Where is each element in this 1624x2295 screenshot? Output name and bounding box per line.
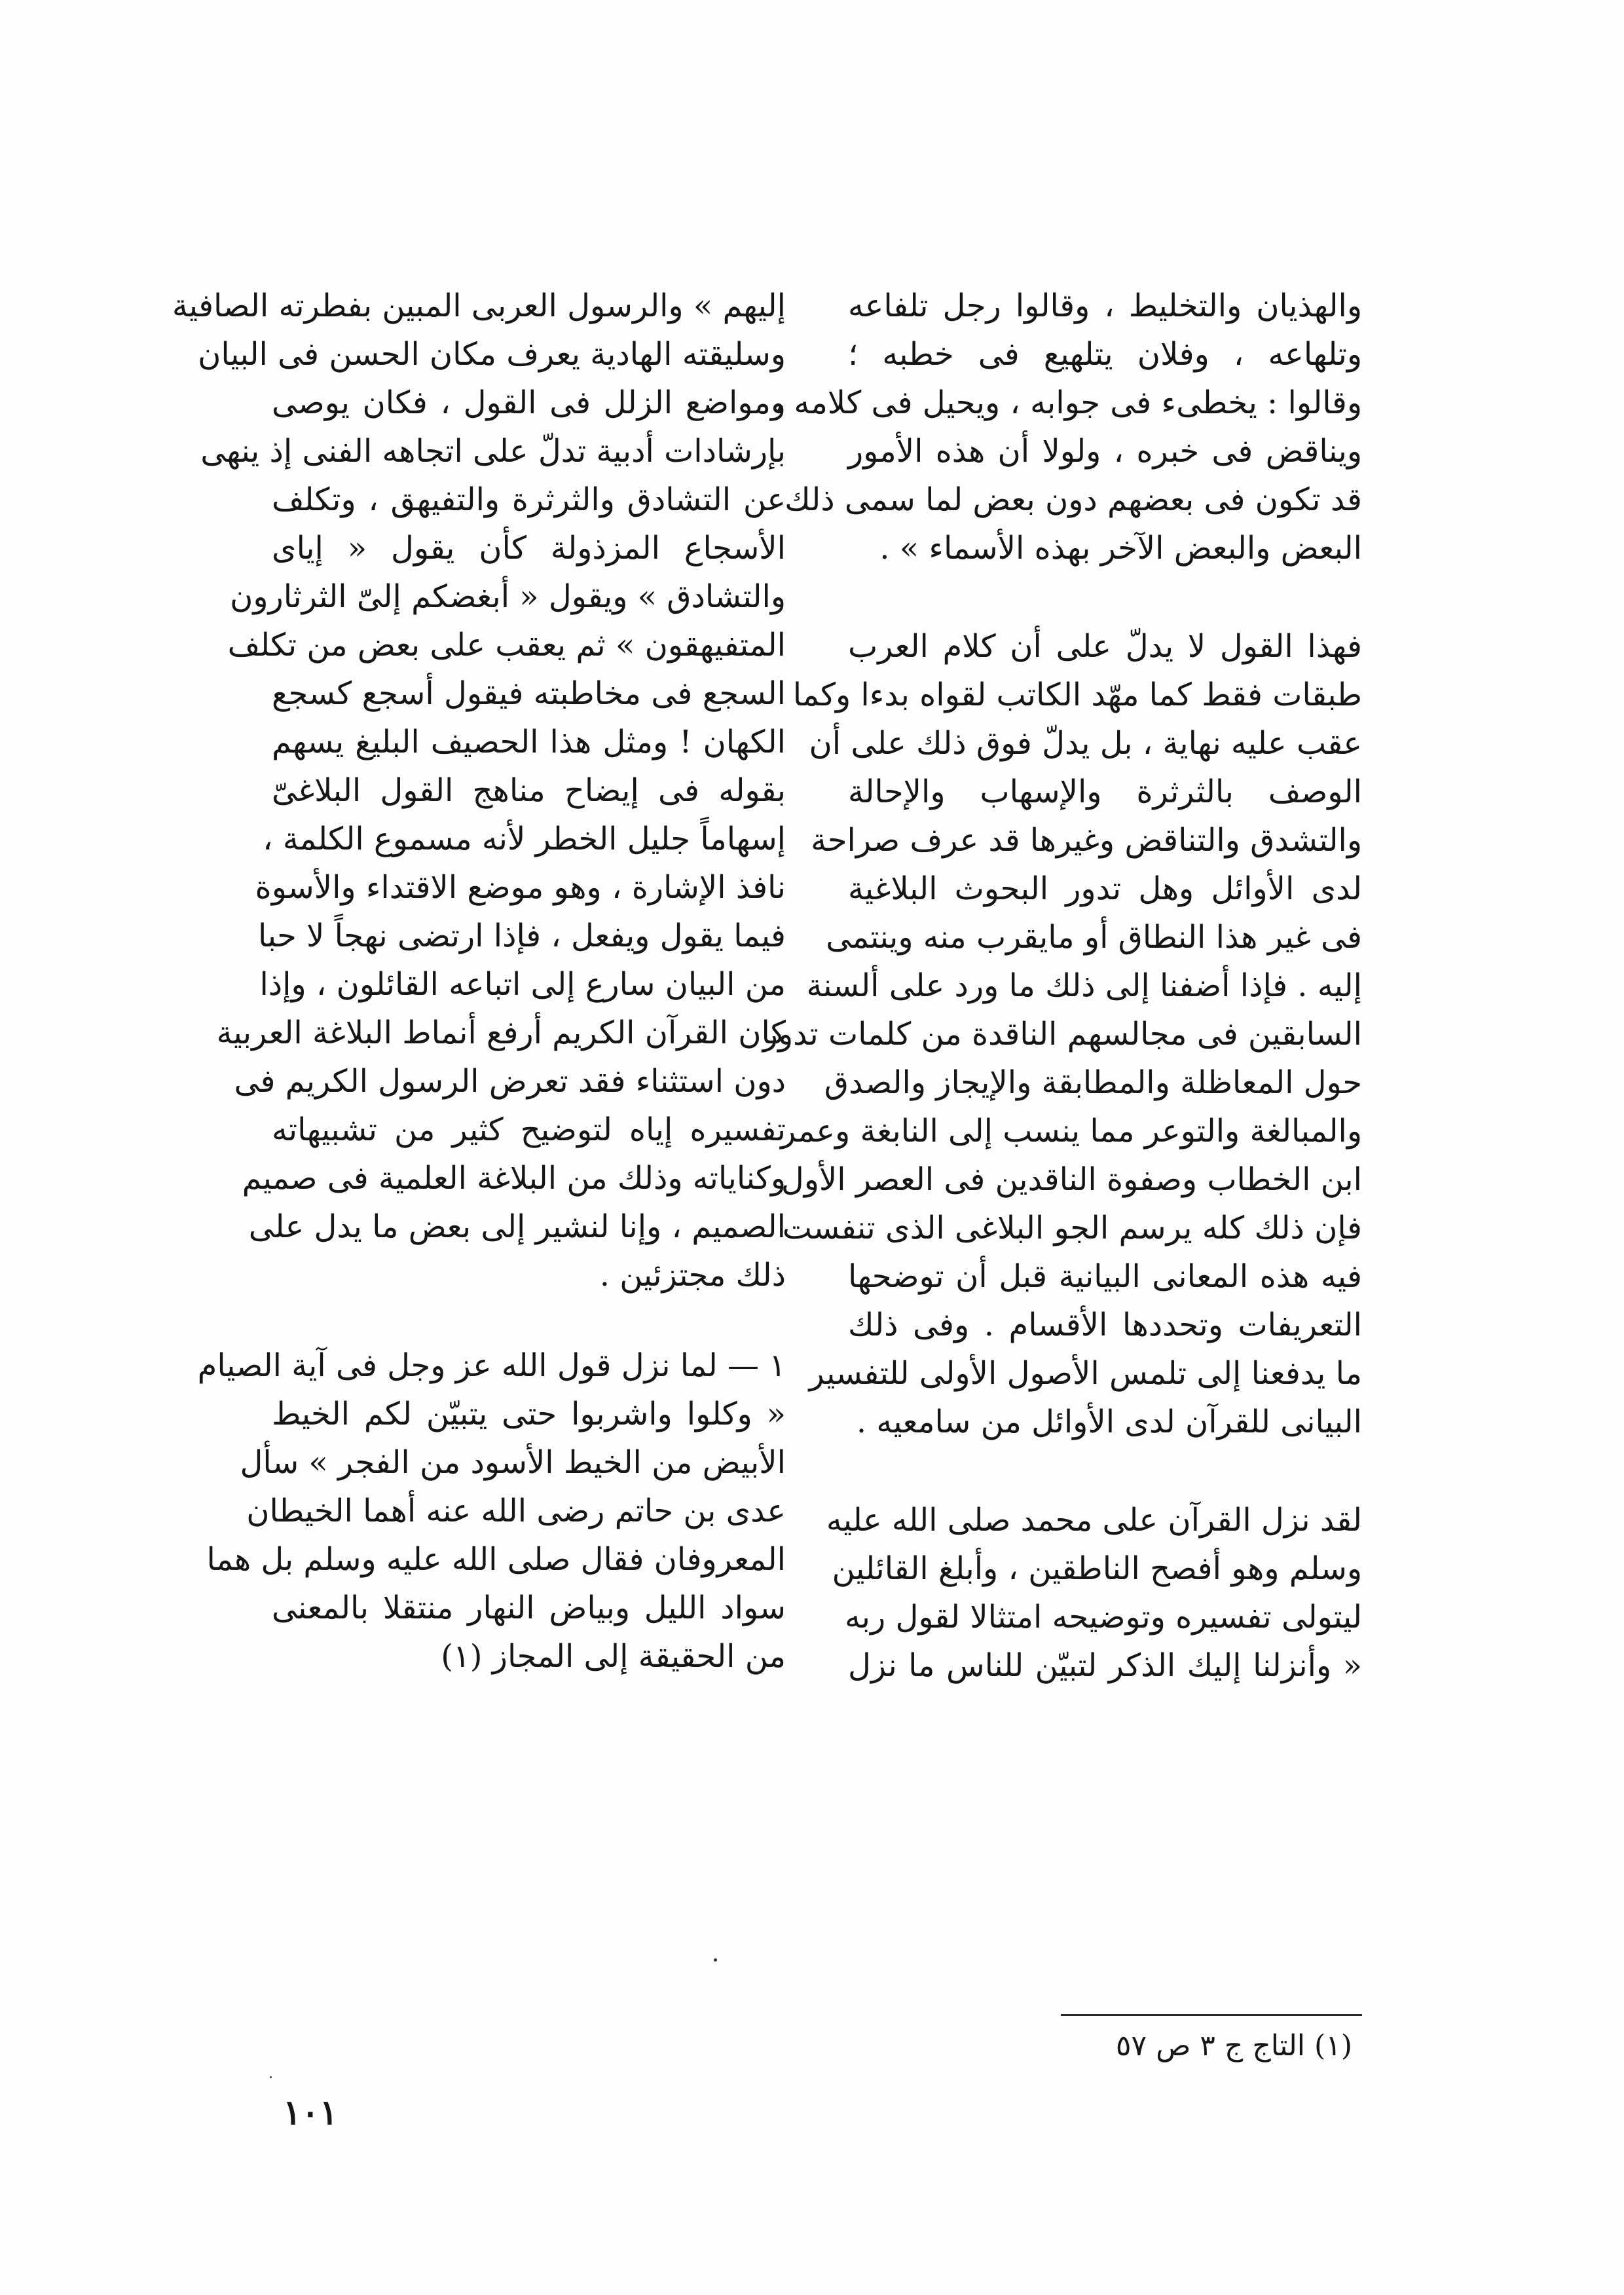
- text-line: « وكلوا واشربوا حتى يتبيّن لكم الخيط: [272, 1396, 786, 1432]
- text-line: السجع فى مخاطبته فيقول أسجع كسجع: [272, 675, 786, 712]
- text-line: ابن الخطاب وصفوة الناقدين فى العصر الأول: [781, 1161, 1362, 1198]
- text-line: عدى بن حاتم رضى الله عنه أهما الخيطان: [246, 1493, 786, 1529]
- page-number: ١٠١: [283, 2093, 338, 2133]
- text-line: « وأنزلنا إليك الذكر لتبيّن للناس ما نزل: [848, 1647, 1362, 1684]
- text-line: إسهاماً جليل الخطر لأنه مسموع الكلمة ،: [263, 821, 786, 857]
- right-paragraph-3: [826, 1496, 1362, 1690]
- right-paragraph-2: [762, 622, 1362, 1446]
- text-line: ما يدفعنا إلى تلمس الأصول الأولى للتفسير: [809, 1355, 1362, 1392]
- text-line: المتفيهقون » ثم يعقب على بعض من تكلف: [227, 627, 786, 663]
- text-line: ذلك مجتزئين .: [599, 1257, 786, 1294]
- scan-speck: [270, 2076, 272, 2078]
- text-line: طبقات فقط كما مهّد الكاتب لقواه بدءا وكما: [792, 677, 1362, 713]
- text-line: لقد نزل القرآن على محمد صلى الله عليه: [826, 1502, 1362, 1539]
- scan-speck: [714, 1958, 717, 1962]
- text-line: تفسيره إياه لتوضيح كثير من تشبيهاته: [272, 1111, 786, 1148]
- text-line: إليه . فإذا أضفنا إلى ذلك ما ورد على ألسنة: [806, 967, 1362, 1004]
- text-line: ١ — لما نزل قول الله عز وجل فى آية الصيام: [197, 1347, 786, 1384]
- left-paragraph-2: [197, 1341, 786, 1681]
- paragraph-gap: [272, 1299, 786, 1341]
- text-line: الأسجاع المزذولة كأن يقول « إياى: [272, 530, 786, 567]
- text-line: الوصف بالثرثرة والإسهاب والإحالة: [848, 774, 1362, 810]
- text-line: والمبالغة والتوعر مما ينسب إلى النابغة وعمر: [781, 1113, 1362, 1149]
- footnote: (١) التاج ج ٣ ص ٥٧: [1115, 2029, 1352, 2062]
- text-line: الأبيض من الخيط الأسود من الفجر » سأل: [240, 1444, 786, 1481]
- text-line: ويناقض فى خبره ، ولولا أن هذه الأمور: [848, 433, 1362, 470]
- text-line: وسلم وهو أفصح الناطقين ، وأبلغ القائلين: [832, 1550, 1362, 1587]
- right-paragraph-1: [773, 282, 1362, 572]
- text-line: السابقين فى مجالسهم الناقدة من كلمات تدور: [762, 1016, 1362, 1053]
- text-line: فإن ذلك كله يرسم الجو البلاغى الذى تنفست: [782, 1210, 1362, 1246]
- text-line: سواد الليل وبياض النهار منتقلا بالمعنى: [272, 1590, 786, 1626]
- text-line: ومواضع الزلل فى القول ، فكان يوصى: [272, 384, 786, 421]
- text-line: من البيان سارع إلى اتباعه القائلون ، وإذا: [259, 966, 786, 1003]
- left-column: [172, 282, 786, 1681]
- left-paragraph-1: [172, 282, 786, 1299]
- text-line: وتلهاعه ، وفلان يتلهيع فى خطبه ؛: [848, 336, 1362, 373]
- text-line: والهذيان والتخليط ، وقالوا رجل تلفاعه: [848, 288, 1362, 324]
- text-line: عن التشادق والثرثرة والتفيهق ، وتكلف: [272, 481, 786, 518]
- text-line: وقالوا : يخطىء فى جوابه ، ويحيل فى كلامه ،: [773, 384, 1362, 421]
- text-line: التعريفات وتحددها الأقسام . وفى ذلك: [848, 1307, 1362, 1343]
- text-line: الصميم ، وإنا لنشير إلى بعض ما يدل على: [248, 1208, 786, 1245]
- text-line: الكهان ! ومثل هذا الحصيف البليغ يسهم: [272, 724, 786, 760]
- text-line: ليتولى تفسيره وتوضيحه امتثالا لقول ربه: [844, 1599, 1362, 1635]
- paragraph-gap: [848, 1446, 1362, 1496]
- text-line: كان القرآن الكريم أرفع أنماط البلاغة العربية: [216, 1015, 786, 1051]
- right-column: [762, 282, 1362, 1690]
- text-line: فهذا القول لا يدلّ على أن كلام العرب: [848, 628, 1362, 665]
- text-line: بإرشادات أدبية تدلّ على اتجاهه الفنى إذ ينهى: [200, 433, 786, 470]
- text-line: حول المعاظلة والمطابقة والإيجاز والصدق: [824, 1064, 1362, 1101]
- text-line: فيما يقول ويفعل ، فإذا ارتضى نهجاً لا حبا: [257, 918, 786, 954]
- paragraph-gap: [848, 572, 1362, 622]
- text-line: وسليقته الهادية يعرف مكان الحسن فى البيان: [198, 336, 786, 373]
- text-line: فيه هذه المعانى البيانية قبل أن توضحها: [848, 1258, 1362, 1295]
- text-line: فى غير هذا النطاق أو مايقرب منه وينتمى: [826, 919, 1362, 956]
- text-line: نافذ الإشارة ، وهو موضع الاقتداء والأسوة: [255, 869, 786, 906]
- text-line: إليهم » والرسول العربى المبين بفطرته الصافية: [172, 288, 786, 324]
- text-line: لدى الأوائل وهل تدور البحوث البلاغية: [848, 870, 1362, 907]
- text-line: قد تكون فى بعضهم دون بعض لما سمى ذلك: [784, 481, 1362, 518]
- text-line: البعض والبعض الآخر بهذه الأسماء » .: [879, 530, 1362, 567]
- text-line: عقب عليه نهاية ، بل يدلّ فوق ذلك على أن: [809, 725, 1362, 762]
- text-line: المعروفان فقال صلى الله عليه وسلم بل هما: [206, 1541, 786, 1578]
- text-line: وكناياته وذلك من البلاغة العلمية فى صميم: [242, 1160, 786, 1197]
- text-line: البيانى للقرآن لدى الأوائل من سامعيه .: [856, 1404, 1362, 1440]
- text-line: بقوله فى إيضاح مناهج القول البلاغىّ: [272, 772, 786, 809]
- text-line: والتشدق والتناقض وغيرها قد عرف صراحة: [811, 822, 1362, 859]
- text-line: والتشادق » ويقول « أبغضكم إلىّ الثرثارون: [230, 578, 786, 615]
- footnote-rule: [1061, 2014, 1362, 2016]
- text-line: دون استثناء فقد تعرض الرسول الكريم فى: [234, 1063, 786, 1100]
- text-line: من الحقيقة إلى المجاز (١): [441, 1638, 786, 1675]
